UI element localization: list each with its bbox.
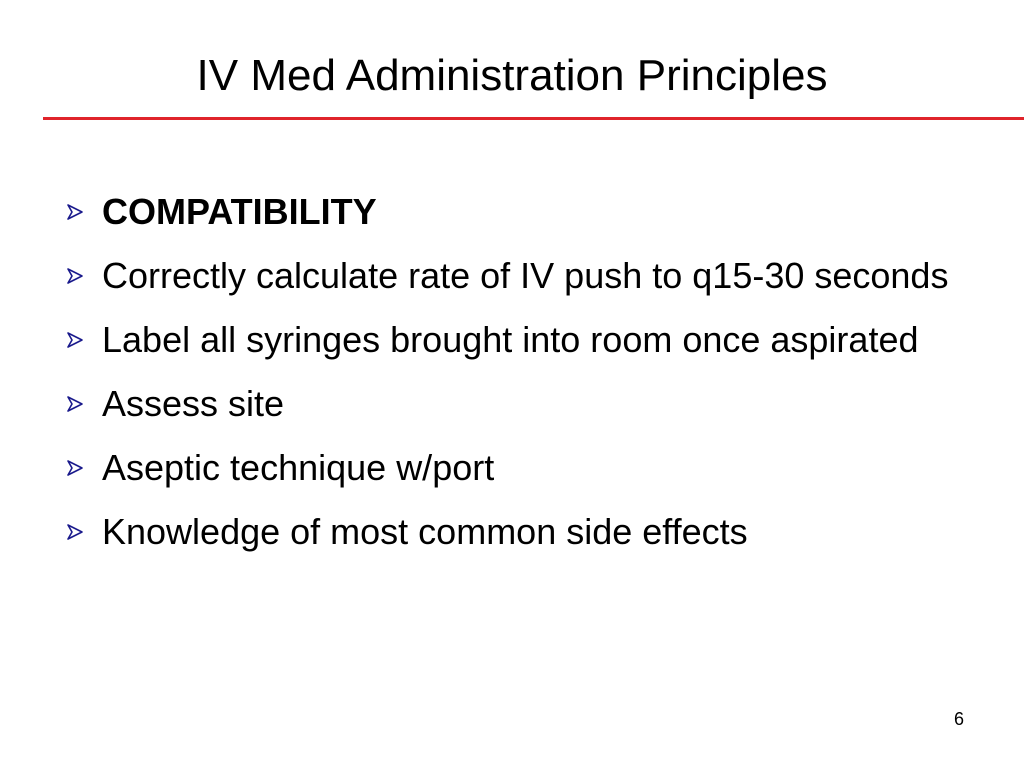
arrow-bullet-icon: [66, 523, 84, 541]
arrow-bullet-icon: [66, 459, 84, 477]
bullet-item-assess-site: [62, 378, 962, 430]
arrow-bullet-icon: [66, 331, 84, 349]
arrow-bullet-icon: [66, 203, 84, 221]
slide-title: IV Med Administration Principles: [196, 51, 828, 100]
bullet-item-label-syringes: [62, 314, 962, 366]
bullet-text: Knowledge of most common side effects: [102, 511, 748, 552]
bullet-item-side-effects: [62, 506, 962, 558]
bullet-text: Correctly calculate rate of IV push to q15-30 seconds: [102, 255, 949, 296]
arrow-bullet-icon: [66, 267, 84, 285]
bullet-list: [62, 186, 962, 570]
bullet-text: Assess site: [102, 383, 285, 424]
bullet-item-iv-push-rate: [62, 250, 962, 302]
arrow-bullet-icon: [66, 395, 84, 413]
bullet-text: Label all syringes brought into room once aspirated: [102, 319, 919, 360]
bullet-text: Aseptic technique w/port: [102, 447, 495, 488]
bullet-item-aseptic-technique: [62, 442, 962, 494]
page-number: 6: [953, 709, 964, 729]
title-divider: [43, 117, 1024, 120]
bullet-item-compatibility: [62, 186, 962, 238]
bullet-text: COMPATIBILITY: [102, 191, 377, 232]
